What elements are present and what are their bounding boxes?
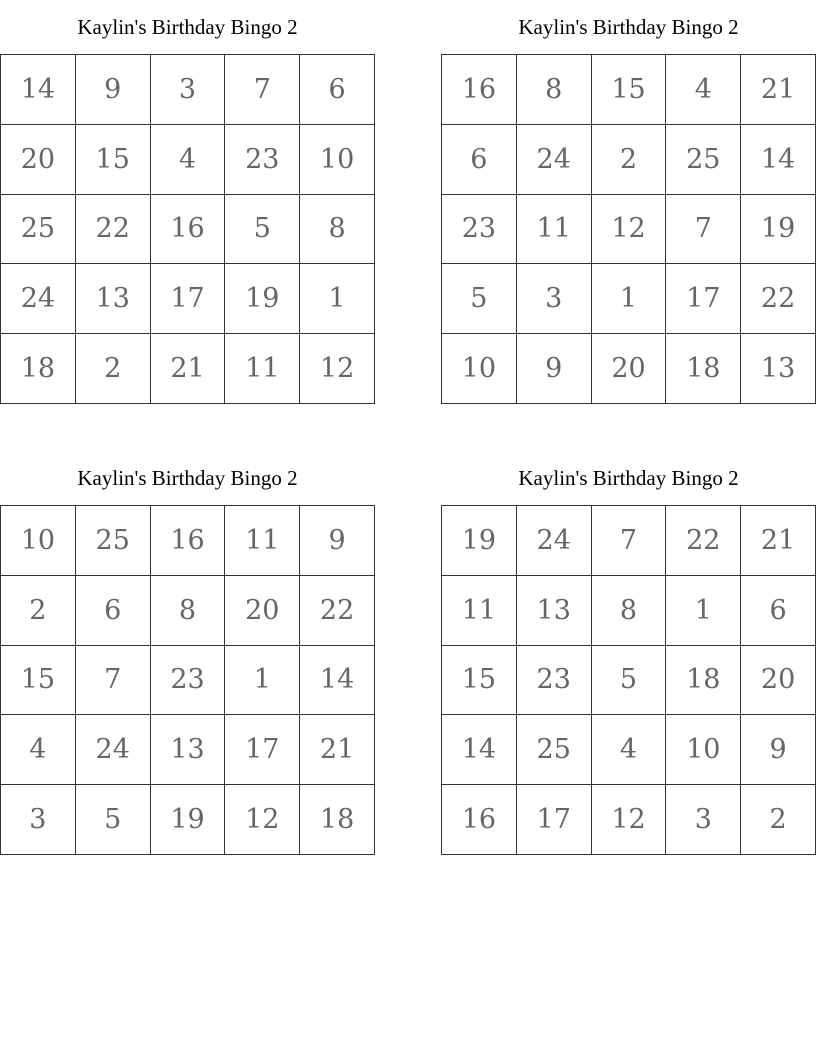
bingo-cell: 10 — [666, 715, 741, 785]
bingo-cell: 18 — [666, 334, 741, 404]
bingo-cell: 5 — [225, 195, 300, 265]
bingo-cell: 6 — [741, 576, 816, 646]
bingo-cell: 23 — [225, 125, 300, 195]
card-title: Kaylin's Birthday Bingo 2 — [518, 15, 739, 39]
bingo-cell: 14 — [1, 55, 76, 125]
bingo-cell: 24 — [517, 506, 592, 576]
bingo-cell: 25 — [666, 125, 741, 195]
bingo-cell: 11 — [442, 576, 517, 646]
bingo-cell: 2 — [592, 125, 667, 195]
bingo-cell: 8 — [592, 576, 667, 646]
bingo-cell: 4 — [1, 715, 76, 785]
bingo-cell: 10 — [300, 125, 375, 195]
bingo-cell: 22 — [666, 506, 741, 576]
bingo-cell: 15 — [442, 646, 517, 716]
bingo-cell: 7 — [76, 646, 151, 716]
bingo-cell: 7 — [666, 195, 741, 265]
bingo-cell: 21 — [741, 55, 816, 125]
bingo-cell: 10 — [1, 506, 76, 576]
bingo-cell: 12 — [592, 785, 667, 855]
bingo-cell: 1 — [666, 576, 741, 646]
bingo-cell: 21 — [300, 715, 375, 785]
bingo-cell: 19 — [442, 506, 517, 576]
bingo-cell: 20 — [592, 334, 667, 404]
bingo-cell: 17 — [225, 715, 300, 785]
bingo-cell: 9 — [300, 506, 375, 576]
bingo-cell: 17 — [151, 264, 226, 334]
bingo-grid — [441, 505, 816, 855]
bingo-cell: 11 — [225, 506, 300, 576]
bingo-cell: 22 — [300, 576, 375, 646]
bingo-cell: 25 — [76, 506, 151, 576]
bingo-cell: 20 — [1, 125, 76, 195]
bingo-cell: 17 — [517, 785, 592, 855]
bingo-grid — [0, 505, 375, 855]
bingo-cell: 3 — [666, 785, 741, 855]
bingo-cell: 13 — [151, 715, 226, 785]
card-title: Kaylin's Birthday Bingo 2 — [518, 466, 739, 490]
bingo-cell: 6 — [442, 125, 517, 195]
bingo-cell: 5 — [592, 646, 667, 716]
bingo-cell: 8 — [300, 195, 375, 265]
bingo-cell: 18 — [300, 785, 375, 855]
bingo-cell: 16 — [151, 506, 226, 576]
bingo-cell: 12 — [300, 334, 375, 404]
bingo-cell: 24 — [517, 125, 592, 195]
bingo-cell: 6 — [76, 576, 151, 646]
bingo-cell: 1 — [592, 264, 667, 334]
bingo-cell: 23 — [442, 195, 517, 265]
bingo-cell: 13 — [741, 334, 816, 404]
bingo-cell: 12 — [592, 195, 667, 265]
bingo-cell: 7 — [592, 506, 667, 576]
bingo-cell: 12 — [225, 785, 300, 855]
bingo-cell: 8 — [517, 55, 592, 125]
bingo-cell: 9 — [741, 715, 816, 785]
bingo-cell: 18 — [666, 646, 741, 716]
bingo-cell: 2 — [1, 576, 76, 646]
bingo-cell: 23 — [517, 646, 592, 716]
bingo-cell: 10 — [442, 334, 517, 404]
bingo-cell: 6 — [300, 55, 375, 125]
card-title: Kaylin's Birthday Bingo 2 — [77, 466, 298, 490]
bingo-cell: 1 — [225, 646, 300, 716]
bingo-cell: 14 — [741, 125, 816, 195]
bingo-cell: 2 — [76, 334, 151, 404]
bingo-cell: 9 — [517, 334, 592, 404]
bingo-cell: 24 — [76, 715, 151, 785]
bingo-cell: 18 — [1, 334, 76, 404]
bingo-cell: 8 — [151, 576, 226, 646]
card-title: Kaylin's Birthday Bingo 2 — [77, 15, 298, 39]
bingo-cell: 7 — [225, 55, 300, 125]
bingo-cell: 15 — [76, 125, 151, 195]
bingo-cell: 4 — [666, 55, 741, 125]
bingo-cell: 1 — [300, 264, 375, 334]
bingo-cell: 16 — [151, 195, 226, 265]
bingo-cell: 24 — [1, 264, 76, 334]
bingo-cell: 21 — [151, 334, 226, 404]
bingo-cell: 4 — [151, 125, 226, 195]
bingo-cell: 4 — [592, 715, 667, 785]
bingo-cell: 5 — [442, 264, 517, 334]
bingo-cell: 11 — [517, 195, 592, 265]
bingo-cell: 16 — [442, 785, 517, 855]
bingo-cell: 15 — [592, 55, 667, 125]
bingo-cell: 16 — [442, 55, 517, 125]
bingo-cell: 23 — [151, 646, 226, 716]
bingo-cell: 21 — [741, 506, 816, 576]
bingo-cell: 9 — [76, 55, 151, 125]
bingo-cell: 25 — [517, 715, 592, 785]
bingo-cell: 20 — [225, 576, 300, 646]
bingo-cell: 11 — [225, 334, 300, 404]
bingo-cell: 3 — [151, 55, 226, 125]
bingo-cell: 3 — [1, 785, 76, 855]
bingo-cell: 17 — [666, 264, 741, 334]
bingo-cell: 22 — [76, 195, 151, 265]
bingo-grid — [441, 54, 816, 404]
bingo-cell: 3 — [517, 264, 592, 334]
bingo-cell: 13 — [76, 264, 151, 334]
bingo-cell: 19 — [151, 785, 226, 855]
bingo-cell: 13 — [517, 576, 592, 646]
bingo-cell: 5 — [76, 785, 151, 855]
bingo-cell: 14 — [442, 715, 517, 785]
bingo-cell: 2 — [741, 785, 816, 855]
bingo-cell: 15 — [1, 646, 76, 716]
bingo-cell: 25 — [1, 195, 76, 265]
bingo-cell: 19 — [225, 264, 300, 334]
bingo-cell: 20 — [741, 646, 816, 716]
bingo-cell: 14 — [300, 646, 375, 716]
bingo-cell: 22 — [741, 264, 816, 334]
bingo-grid — [0, 54, 375, 404]
bingo-cell: 19 — [741, 195, 816, 265]
